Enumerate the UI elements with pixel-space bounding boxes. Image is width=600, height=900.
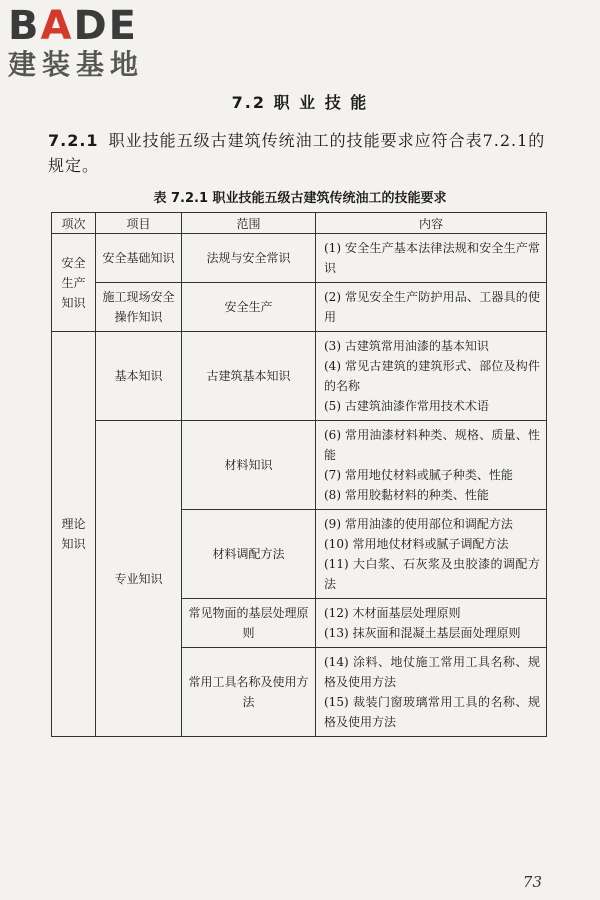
logo: [8, 4, 144, 82]
table-row: [52, 283, 547, 332]
header-cell: 内容: [316, 213, 547, 234]
content-line: (9) 常用油漆的使用部位和调配方法: [324, 517, 513, 531]
page-number: 73: [522, 873, 542, 891]
item-cell: 基本知识: [96, 332, 182, 421]
item-cell: 安全基础知识: [96, 234, 182, 283]
table-row: [52, 234, 547, 283]
logo-wordmark: BADE: [8, 3, 138, 49]
range-cell: 材料调配方法: [182, 510, 316, 599]
clause-number: 7.2.1: [48, 131, 99, 150]
content-cell: [316, 283, 547, 332]
header-cell: 范围: [182, 213, 316, 234]
table-header-row: [52, 213, 547, 234]
range-cell: 法规与安全常识: [182, 234, 316, 283]
content-cell: [316, 510, 547, 599]
content-cell: [316, 332, 547, 421]
content-line: (6) 常用油漆材料种类、规格、质量、性能: [324, 428, 540, 462]
content-line: (8) 常用胶黏材料的种类、性能: [324, 488, 489, 502]
section-title: 7.2 职 业 技 能: [231, 93, 369, 112]
range-cell: 常用工具名称及使用方法: [182, 648, 316, 737]
clause-text: 职业技能五级古建筑传统油工的技能要求应符合表7.2.1的规定。: [48, 131, 546, 175]
content-line: (10) 常用地仗材料或腻子调配方法: [324, 537, 509, 551]
table-title: 表 7.2.1 职业技能五级古建筑传统油工的技能要求: [153, 191, 447, 206]
table-row: [52, 421, 547, 510]
content-line: (12) 木材面基层处理原则: [324, 606, 461, 620]
header-cell: 项目: [96, 213, 182, 234]
content-cell: [316, 599, 547, 648]
content-line: (11) 大白浆、石灰浆及虫胶漆的调配方法: [324, 557, 540, 591]
content-line: (5) 古建筑油漆作常用技术术语: [324, 399, 489, 413]
content-line: (15) 裁装门窗玻璃常用工具的名称、规格及使用方法: [324, 695, 540, 729]
item-cell: 专业知识: [96, 421, 182, 737]
header-cell: 项次: [52, 213, 96, 234]
skills-table: [51, 212, 547, 737]
content-cell: [316, 234, 547, 283]
category-cell: 理论知识: [52, 332, 96, 737]
content-line: (14) 涂料、地仗施工常用工具名称、规格及使用方法: [324, 655, 540, 689]
content-line: (7) 常用地仗材料或腻子种类、性能: [324, 468, 513, 482]
content-cell: [316, 421, 547, 510]
content-line: (1) 安全生产基本法律法规和安全生产常识: [324, 241, 540, 275]
range-cell: 古建筑基本知识: [182, 332, 316, 421]
logo-cn-text: 建装基地: [8, 48, 145, 81]
range-cell: 常见物面的基层处理原则: [182, 599, 316, 648]
clause-paragraph: [48, 128, 553, 178]
table-row: [52, 332, 547, 421]
item-cell: 施工现场安全操作知识: [96, 283, 182, 332]
content-line: (2) 常见安全生产防护用品、工器具的使用: [324, 290, 540, 324]
content-line: (4) 常见古建筑的建筑形式、部位及构件的名称: [324, 359, 540, 393]
range-cell: 安全生产: [182, 283, 316, 332]
range-cell: 材料知识: [182, 421, 316, 510]
category-cell: 安全生产知识: [52, 234, 96, 332]
content-cell: [316, 648, 547, 737]
content-line: (3) 古建筑常用油漆的基本知识: [324, 339, 489, 353]
content-line: (13) 抹灰面和混凝土基层面处理原则: [324, 626, 521, 640]
